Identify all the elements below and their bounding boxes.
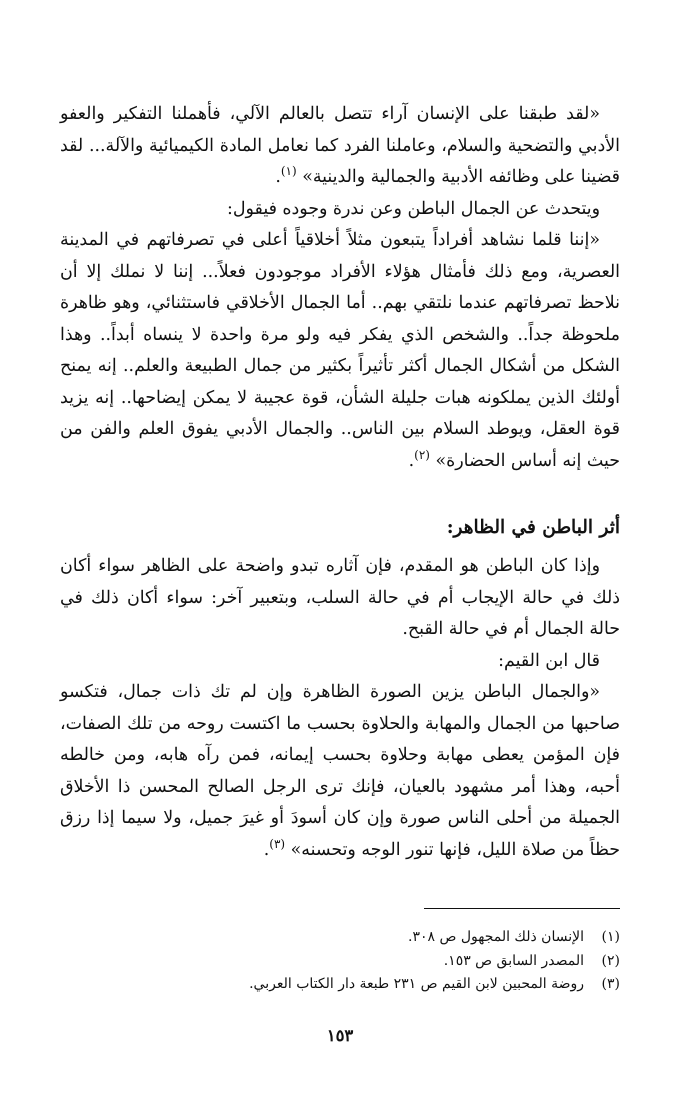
- body-text-bottom: [60, 551, 620, 866]
- footnote-item: (٣) روضة المحبين لابن القيم ص ٢٣١ طبعة دار الكتاب العربي.: [249, 976, 620, 992]
- quote-paragraph-3: «والجمال الباطن يزين الصورة الظاهرة وإن لم تك ذات جمال، فتكسو صاحبها من الجمال والمهابة والحلاوة بحسب ما اكتست روحه من تلك الصفات، فإن المؤمن يعطى مهابة وحلاوة بحسب إيمانه، فمن رآه هابه، ومن خالطه أحبه، وهذا أمر مشهود بالعيان، فإنك ترى الرجل الصالح المحسن ذا الأخلاق الجميلة من أحلى الناس صورة وإن كان أسودَ أو غيرَ جميل، ولا سيما إذا رزق حظاً من صلاة الليل، فإنها تنور الوجه وتحسنه» $^{(٣)}$.: [60, 682, 620, 860]
- footnote-item: (١) الإنسان ذلك المجهول ص ٣٠٨.: [408, 929, 620, 945]
- page-number: ١٥٣: [326, 1026, 354, 1045]
- footnote-divider: [424, 908, 620, 909]
- footnote-item: (٢) المصدر السابق ص ١٥٣.: [443, 952, 620, 969]
- footnote-ref: (١): [280, 164, 297, 179]
- body-text-top: [60, 99, 620, 477]
- footnotes: [60, 926, 620, 997]
- footnote-ref: (٢): [414, 447, 430, 462]
- footnote-ref: (٣): [269, 836, 286, 851]
- section-heading: أثر الباطن في الظاهر:: [446, 517, 620, 538]
- section-paragraph: وإذا كان الباطن هو المقدم، فإن آثاره تبدو واضحة على الظاهر سواء أكان ذلك في حالة الإيجاب أم في حالة السلب، وبتعبير آخر: سواء أكان ذلك في حالة الجمال أم في حالة القبح.: [60, 556, 620, 639]
- quote-paragraph-1: «لقد طبقنا على الإنسان آراء تتصل بالعالم الآلي، فأهملنا التفكير والعفو الأدبي والتضحية والسلام، وعاملنا الفرد كما نعامل المادة الكيميائية والآلة... لقد قضينا على وظائفه الأدبية والجمالية والدينية» $^{(١)}$.: [60, 104, 620, 187]
- intro-paragraph: ويتحدث عن الجمال الباطن وعن ندرة وجوده فيقول:: [227, 198, 600, 219]
- citation-intro: قال ابن القيم:: [498, 650, 600, 671]
- quote-paragraph-2: «إننا قلما نشاهد أفراداً يتبعون مثلاً أخلاقياً أعلى في تصرفاتهم في المدينة العصرية، ومع ذلك فأمثال هؤلاء الأفراد موجودون فعلاً... إننا لا نملك إلا أن نلاحظ تصرفاتهم عندما نلتقي بهم.. أما الجمال الأخلاقي فاستثنائي، وهو ظاهرة ملحوظة جداً.. والشخص الذي يفكر فيه ولو مرة واحدة لا ينساه أبداً.. وهذا الشكل من أشكال الجمال أكثر تأثيراً بكثير من جمال الطبيعة والعلم.. إنه يمنح أولئك الذين يملكونه هبات جليلة الشأن، قوة عجيبة لا يمكن إيضاحها.. إنه يزيد قوة العقل، ويوطد السلام بين الناس.. والجمال الأدبي يفوق العلم والفن من حيث إنه أساس الحضارة» $^{(٢)}$.: [60, 230, 620, 471]
